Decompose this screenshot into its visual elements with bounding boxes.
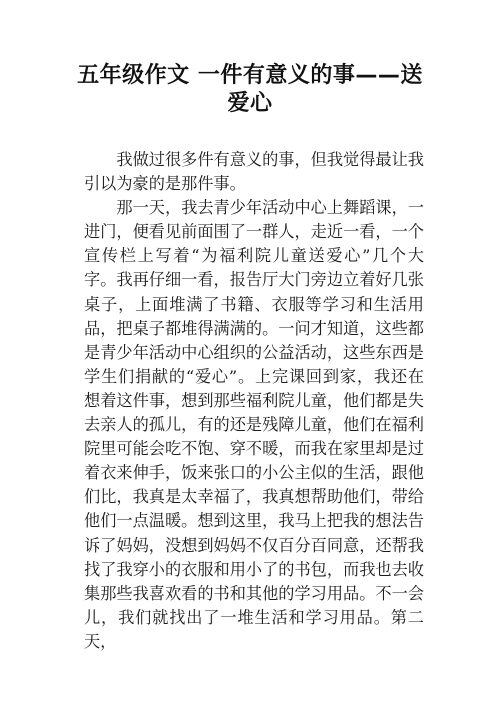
document-body: [84, 148, 424, 654]
paragraph-2: 那一天，我去青少年活动中心上舞蹈课，一进门，便看见前面围了一群人，走近一看，一个宣传栏上写着“为福利院儿童送爱心”几个大字。我再仔细一看，报告厅大门旁边立着好几张桌子，上面堆满了书籍、衣服等学习和生活用品，把桌子都堆得满满的。一问才知道，这些都是青少年活动中心组织的公益活动，这些东西是学生们捐献的“爱心”。上完课回到家，我还在想着这件事，想到那些福利院儿童，他们都是失去亲人的孤儿，有的还是残障儿童，他们在福利院里可能会吃不饱、穿不暖，而我在家里却是过着衣来伸手，饭来张口的小公主似的生活，跟他们比，我真是太幸福了，我真想帮助他们，带给他们一点温暖。想到这里，我马上把我的想法告诉了妈妈，没想到妈妈不仅百分百同意，还帮我找了我穿小的衣服和用小了的书包，而我也去收集那些我喜欢看的书和其他的学习用品。不一会儿，我们就找出了一堆生活和学习用品。第二天，: [84, 198, 424, 651]
document-title: 五年级作文 一件有意义的事——送爱心: [77, 63, 423, 116]
paragraph-1: 我做过很多件有意义的事，但我觉得最让我引以为豪的是那件事。: [84, 150, 424, 194]
